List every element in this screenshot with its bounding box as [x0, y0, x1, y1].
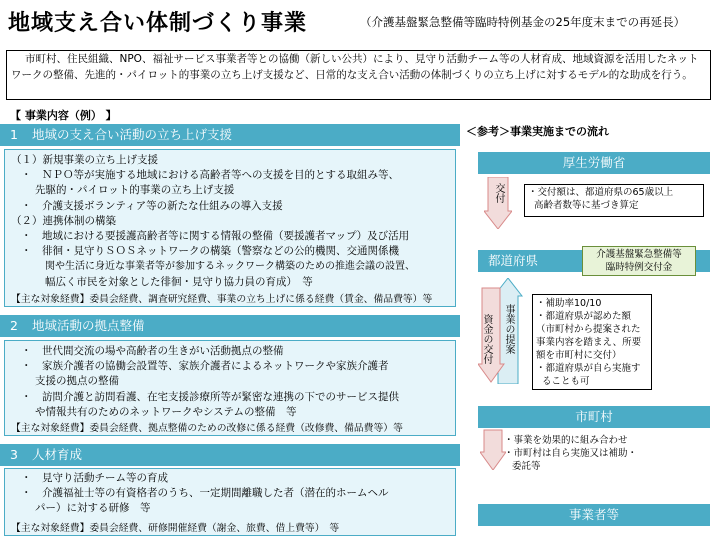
operator-bar: 事業者等	[478, 504, 710, 526]
section-2-line: や情報共有のためのネットワークやシステムの整備 等	[35, 405, 297, 418]
section-3-number: 3	[10, 447, 18, 462]
section-1-line: ・ ＮＰＯ等が実施する地域における高齢者等への支援を目的とする取組み等、	[21, 169, 399, 182]
section-2-line: ・ 家族介護者の協働会設置等、家族介護者によるネットワークや家族介護者	[21, 360, 389, 373]
section-2-line: ・ 訪問介護と訪問看護、在宅支援診療所等が緊密な連携の下でのサービス提供	[21, 390, 399, 403]
grant-note-line: ・交付額は、都道府県の65歳以上	[528, 187, 674, 198]
section-1-number: 1	[10, 127, 18, 142]
section-1-line: ・ 介護支援ボランティア等の新たな仕組みの導入支援	[21, 199, 283, 212]
reference-label: ＜参考＞事業実施までの流れ	[466, 125, 609, 138]
prefecture-label: 都道府県	[488, 253, 539, 268]
section-2-line: ・ 世代間交流の場や高齢者の生きがい活動拠点の整備	[21, 345, 284, 357]
operator-arrow-icon	[480, 414, 506, 470]
section-3-line: パー）に対する研修 等	[35, 502, 151, 515]
proposal-label: 事業の提案	[503, 304, 514, 354]
section-1-line: ・ 地域における要援護高齢者等に関する情報の整備（要援護者マップ）及び活用	[21, 230, 410, 243]
subsidy-note-line: ・都道府県が認めた額	[536, 311, 632, 322]
subsidy-note-line: ・補助率10/10	[536, 298, 602, 309]
municipality-note-line: ・事業を効果的に組み合わせ	[504, 435, 628, 446]
fund-line: 臨時特例交付金	[605, 262, 673, 273]
subsidy-note	[532, 294, 652, 390]
section-1-expenses: 【主な対象経費】委員会経費、調査研究経費、事業の立ち上げに係る経費（賃金、備品費等）等	[11, 293, 433, 305]
municipality-note	[504, 434, 637, 473]
section-2-expenses: 【主な対象経費】委員会経費、拠点整備のための改修に係る経費（改修費、備品費等）等	[11, 423, 403, 435]
section-1-header	[0, 124, 460, 146]
section-1-line: （２）連携体制の構築	[11, 214, 116, 227]
section-2-title: 地域活動の拠点整備	[32, 318, 145, 333]
section-3-title: 人材育成	[32, 447, 83, 462]
municipality-note-line: ・市町村は自ら実施又は補助・	[504, 448, 638, 459]
section-3-expenses: 【主な対象経費】委員会経費、研修開催経費（謝金、旅費、借上費等） 等	[11, 522, 340, 534]
section-1-title: 地域の支え合い活動の立ち上げ支援	[32, 127, 233, 142]
section-3-box	[4, 468, 456, 536]
page-title: 地域支え合い体制づくり事業	[8, 11, 308, 36]
grant-note	[524, 184, 704, 217]
subsidy-note-line: 額を市町村に交付）	[536, 350, 622, 361]
section-2-number: 2	[10, 318, 18, 333]
section-1-line: （１）新規事業の立ち上げ支援	[11, 154, 158, 166]
section-3-line: ・ 介護福祉士等の有資格者のうち、一定期間離職した者（潜在的ホームヘル	[21, 487, 389, 500]
subsidy-note-line: 事業内容を踏まえ、所要	[536, 337, 642, 348]
grant-label: 交付	[493, 183, 504, 203]
fund-box	[582, 246, 696, 276]
section-3-header	[0, 444, 460, 466]
title-note: （介護基盤緊急整備等臨時特例基金の25年度末までの再延長）	[360, 15, 686, 29]
section-2-box	[4, 340, 456, 436]
section-1-line: ・ 徘徊・見守りＳＯＳネットワークの構築（警察などの公的機関、交通関係機	[21, 245, 399, 258]
subsidy-note-line: （市町村から提案された	[536, 324, 641, 335]
fund-line: 介護基盤緊急整備等	[596, 249, 682, 260]
section-1-line: 幅広く市民を対象とした徘徊・見守り協力員の育成） 等	[45, 275, 313, 288]
grant-note-line: 高齢者数等に基づき算定	[534, 199, 639, 211]
section-3-line: ・ 見守り活動チーム等の育成	[21, 472, 168, 484]
content-label: 【 事業内容（例） 】	[10, 109, 117, 122]
subsidy-note-line: ・都道府県が自ら実施す	[536, 363, 641, 374]
subsidy-note-line: ることも可	[542, 376, 590, 387]
municipality-note-line: 委託等	[512, 461, 541, 472]
section-1-line: 関や生活に身近な事業者等が参加するネックワーク構築のための推進会議の設置、	[45, 261, 415, 273]
section-1-line: 先駆的・パイロット的事業の立ち上げ支援	[35, 184, 235, 197]
funds-label: 資金の交付	[481, 314, 492, 364]
section-1-box	[4, 149, 456, 307]
section-2-line: 支援の拠点の整備	[35, 375, 119, 388]
municipality-bar: 市町村	[478, 406, 710, 428]
section-2-header	[0, 315, 460, 337]
mhlw-bar: 厚生労働省	[478, 152, 710, 174]
intro-text: 市町村、住民組織、NPO、福祉サービス事業者等との協働（新しい公共）により、見守り活動チーム等の人材育成、地域資源を活用したネットワークの整備、先進的・パイロット的事業の立ち上げ支援など、日常的な支え合い活動の体制づくりの立ち上げに対するモデル的な助成を行う。	[6, 50, 711, 100]
